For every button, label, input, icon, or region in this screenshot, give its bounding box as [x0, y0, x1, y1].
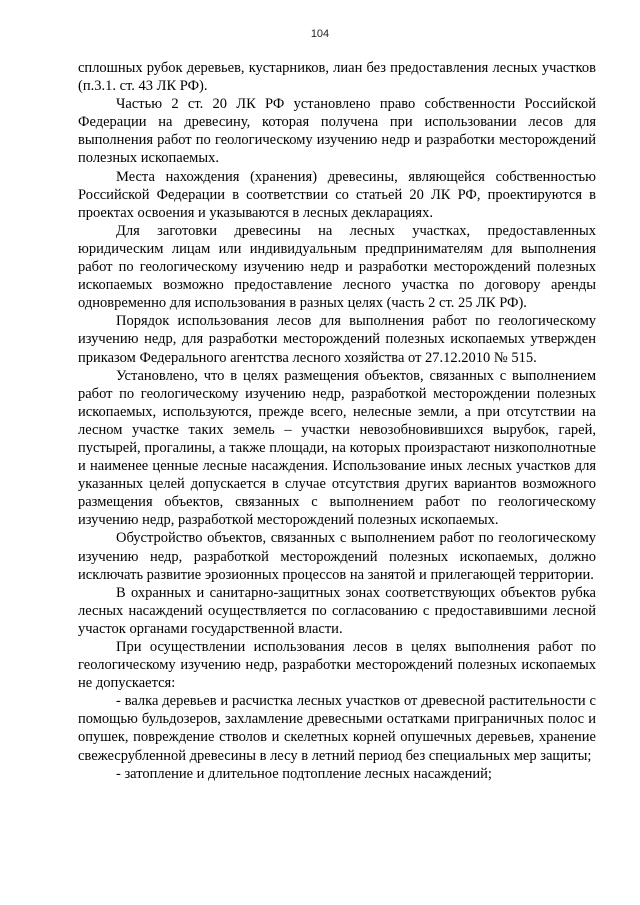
paragraph: Установлено, что в целях размещения объектов, связанных с выполнением работ по геологическому изучению недр, разработкой месторождении полезных ископаемых, используются, прежде всего, нелесные земли, а при отсутствии на лесном участке таких земель – участки невозобновившихся вырубок, гарей, пустырей, прогалины, а также площади, на которых произрастают низкополнотные и наименее ценные лесные насаждения. Использование иных лесных участков для указанных целей допускается в случае отсутствия других вариантов возможного размещения объектов, связанных с выполнением работ по геологическому изучению недр, разработкой месторождений полезных ископаемых. — [78, 367, 596, 529]
paragraph: Порядок использования лесов для выполнения работ по геологическому изучению недр, для разработки месторождений полезных ископаемых утвержден приказом Федерального агентства лесного хозяйства от 27.12.2010 № 515. — [78, 313, 596, 366]
document-body — [78, 59, 596, 783]
paragraph: Обустройство объектов, связанных с выполнением работ по геологическому изучению недр, разработкой месторождений полезных ископаемых, должно исключать развитие эрозионных процессов на занятой и прилегающей территории. — [78, 530, 596, 583]
paragraph: При осуществлении использования лесов в целях выполнения работ по геологическому изучению недр, разработки месторождений полезных ископаемых не допускается: — [78, 639, 596, 692]
paragraph: Частью 2 ст. 20 ЛК РФ установлено право собственности Российской Федерации на древесину, которая получена при использовании лесов для выполнения работ по геологическому изучению недр и разработки месторождений полезных ископаемых. — [78, 96, 596, 167]
list-item: - валка деревьев и расчистка лесных участков от древесной растительности с помощью бульдозеров, захламление древесными остатками приграничных полос и опушек, повреждение стволов и скелетных корней опушечных деревьев, хранение свежесрубленной древесины в лесу в летний период без специальных мер защиты; — [78, 693, 596, 764]
paragraph: сплошных рубок деревьев, кустарников, лиан без предоставления лесных участков (п.3.1. ст. 43 ЛК РФ). — [78, 60, 596, 95]
paragraph: В охранных и санитарно-защитных зонах соответствующих объектов рубка лесных насаждений осуществляется по согласованию с предоставившими лесной участок органами государственной власти. — [78, 584, 596, 637]
page-number: 104 — [310, 28, 330, 40]
paragraph: Места нахождения (хранения) древесины, являющейся собственностью Российской Федерации в соответствии со статьей 20 ЛК РФ, проектируются в проектах освоения и указываются в лесных декларациях. — [78, 168, 596, 221]
list-item: - затопление и длительное подтопление лесных насаждений; — [116, 765, 492, 782]
paragraph: Для заготовки древесины на лесных участках, предоставленных юридическим лицам или индивидуальным предпринимателям для выполнения работ по геологическому изучению недр и разработки месторождений полезных ископаемых возможно предоставление лесного участка по договору аренды одновременно для использования в разных целях (часть 2 ст. 25 ЛК РФ). — [78, 222, 596, 312]
